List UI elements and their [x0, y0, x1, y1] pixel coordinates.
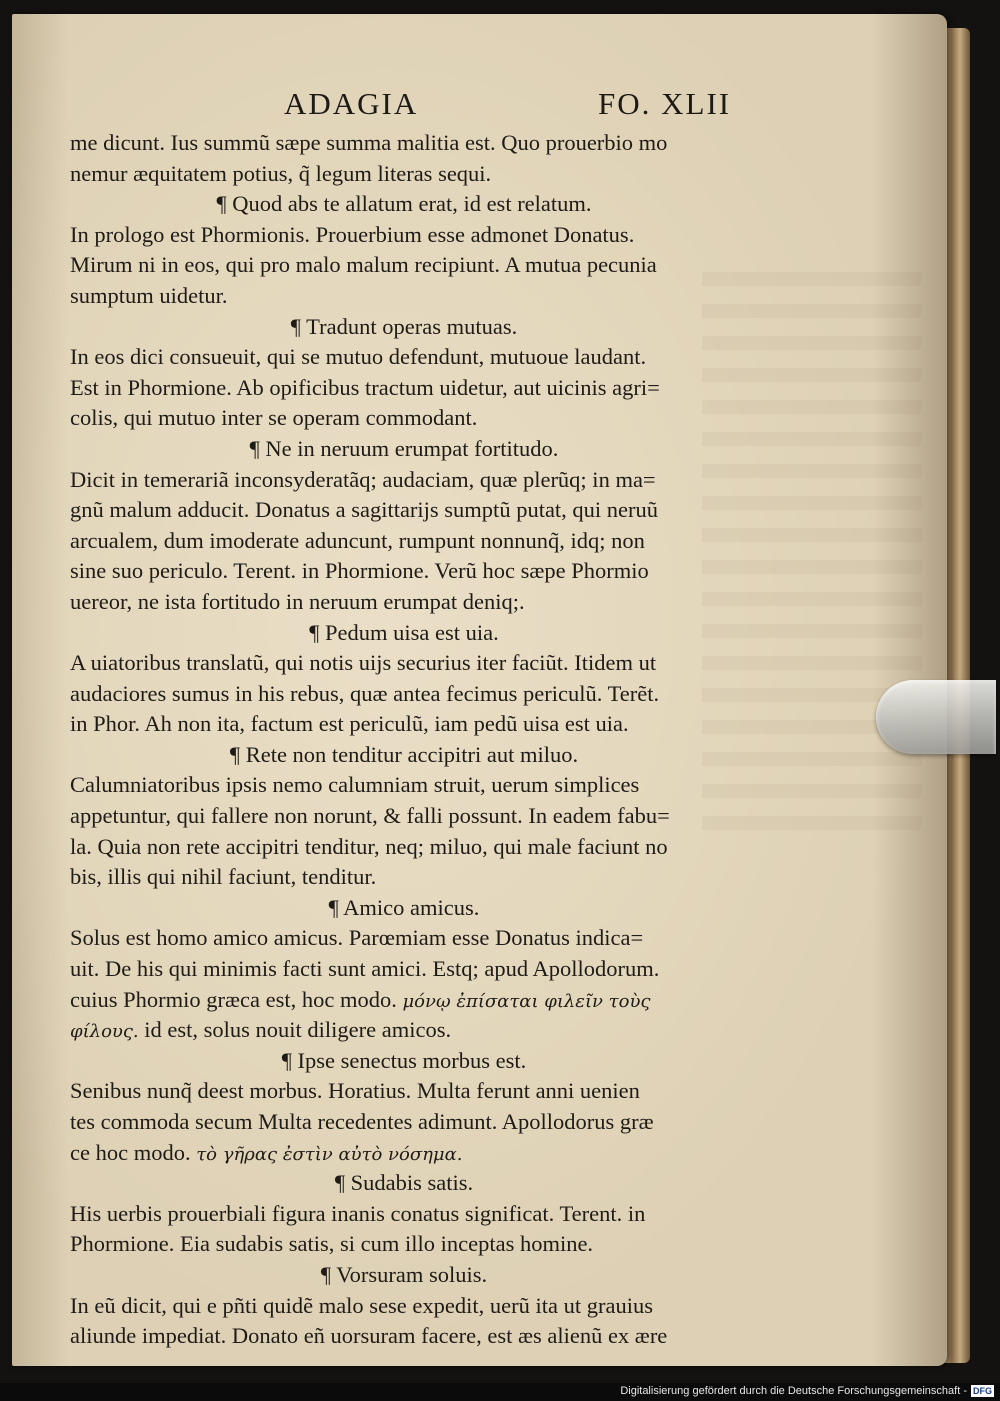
- text-line: Dicit in temerariã inconsyderatãq; audaciam, quæ plerũq; in ma=: [70, 466, 656, 492]
- digitization-credit: [620, 1385, 994, 1399]
- text-line: aliunde impediat. Donato eñ uorsuram facere, est æs alienũ ex ære: [70, 1323, 668, 1349]
- text-line: sumptum uidetur.: [70, 282, 228, 308]
- running-header: [0, 86, 1000, 126]
- text-line: A uiatoribus translatũ, qui notis uijs securius iter faciũt. Itidem ut: [70, 650, 657, 676]
- folio-number: FO. XLII: [598, 86, 732, 121]
- text-line: uit. De his qui minimis facti sunt amici. Estq; apud Apollodorum.: [70, 956, 660, 982]
- text-line: Mirum ni in eos, qui pro malo malum recipiunt. A mutua pecunia: [70, 252, 657, 278]
- proverb-heading: ¶ Quod abs te allatum erat, id est relatum.: [216, 191, 592, 217]
- proverb-heading: ¶ Sudabis satis.: [334, 1170, 474, 1196]
- greek-quote: μόνῳ ἐπίσαται φιλεῖν τοὺς: [402, 990, 651, 1012]
- dfg-logo: DFG: [973, 1386, 992, 1396]
- header-title: ADAGIA: [284, 86, 419, 121]
- text-line: la. Quia non rete accipitri tenditur, neq; miluo, qui male faciunt no: [70, 833, 668, 859]
- text-line-with-greek: [70, 1138, 738, 1169]
- text-body: [70, 128, 738, 1352]
- latin-text: cuius Phormio græca est, hoc modo.: [70, 986, 397, 1012]
- latin-text: ce hoc modo.: [70, 1139, 191, 1165]
- text-line: His uerbis prouerbiali figura inanis conatus significat. Terent. in: [70, 1200, 646, 1226]
- greek-quote: φίλους.: [70, 1021, 139, 1043]
- text-line: in Phor. Ah non ita, factum est periculũ, iam pedũ uisa est uia.: [70, 711, 629, 737]
- proverb-heading: ¶ Ipse senectus morbus est.: [281, 1047, 527, 1073]
- text-line: audaciores sumus in his rebus, quæ antea fecimus periculũ. Terẽt.: [70, 680, 660, 706]
- text-line: bis, illis qui nihil faciunt, tenditur.: [70, 864, 377, 890]
- text-line-with-greek: [70, 1015, 738, 1046]
- text-line-with-greek: [70, 985, 738, 1016]
- proverb-heading: ¶ Amico amicus.: [328, 894, 480, 920]
- proverb-heading: ¶ Tradunt operas mutuas.: [290, 313, 518, 339]
- proverb-heading: ¶ Vorsuram soluis.: [320, 1261, 488, 1287]
- text-line: colis, qui mutuo inter se operam commodant.: [70, 405, 478, 431]
- text-line: uereor, ne ista fortitudo in neruum erumpat deniq;.: [70, 588, 525, 614]
- text-line: gnũ malum adducit. Donatus a sagittarijs sumptũ putat, qui neruũ: [70, 497, 659, 523]
- text-line: In eũ dicit, qui e pñti quidẽ malo sese expedit, uerũ ita ut grauius: [70, 1292, 653, 1318]
- text-line: me dicunt. Ius summũ sæpe summa malitia est. Quo prouerbio mo: [70, 130, 668, 155]
- text-line: appetuntur, qui fallere non norunt, & falli possunt. In eadem fabu=: [70, 803, 670, 829]
- greek-quote: τὸ γῆρας ἐστὶν αὐτὸ νόσημα.: [196, 1143, 463, 1165]
- text-line: In eos dici consueuit, qui se mutuo defendunt, mutuoue laudant.: [70, 344, 647, 370]
- text-line: Phormione. Eia sudabis satis, si cum illo inceptas homine.: [70, 1231, 594, 1257]
- text-line: Senibus nunq̃ deest morbus. Horatius. Multa ferunt anni uenien: [70, 1078, 640, 1104]
- text-line: nemur æquitatem potius, q̃ legum literas sequi.: [70, 160, 492, 186]
- text-line: tes commoda secum Multa recedentes adimunt. Apollodorus græ: [70, 1109, 654, 1134]
- text-line: sine suo periculo. Terent. in Phormione. Verũ hoc sæpe Phormio: [70, 558, 649, 584]
- latin-text: id est, solus nouit diligere amicos.: [144, 1017, 452, 1043]
- text-line: In prologo est Phormionis. Prouerbium esse admonet Donatus.: [70, 221, 635, 247]
- proverb-heading: ¶ Pedum uisa est uia.: [309, 619, 499, 645]
- page-clip: [876, 680, 996, 754]
- proverb-heading: ¶ Ne in neruum erumpat fortitudo.: [249, 435, 559, 461]
- text-line: Est in Phormione. Ab opificibus tractum uidetur, aut uicinis agri=: [70, 374, 660, 400]
- proverb-heading: ¶ Rete non tenditur accipitri aut miluo.: [229, 741, 579, 767]
- credit-text: Digitalisierung gefördert durch die Deutsche Forschungsgemeinschaft -: [620, 1385, 967, 1397]
- text-line: Solus est homo amico amicus. Parœmiam esse Donatus indica=: [70, 925, 644, 951]
- text-line: Calumniatoribus ipsis nemo calumniam struit, uerum simplices: [70, 772, 640, 798]
- text-line: arcualem, dum imoderate aduncunt, rumpunt nonnunq̃, idq; non: [70, 527, 645, 553]
